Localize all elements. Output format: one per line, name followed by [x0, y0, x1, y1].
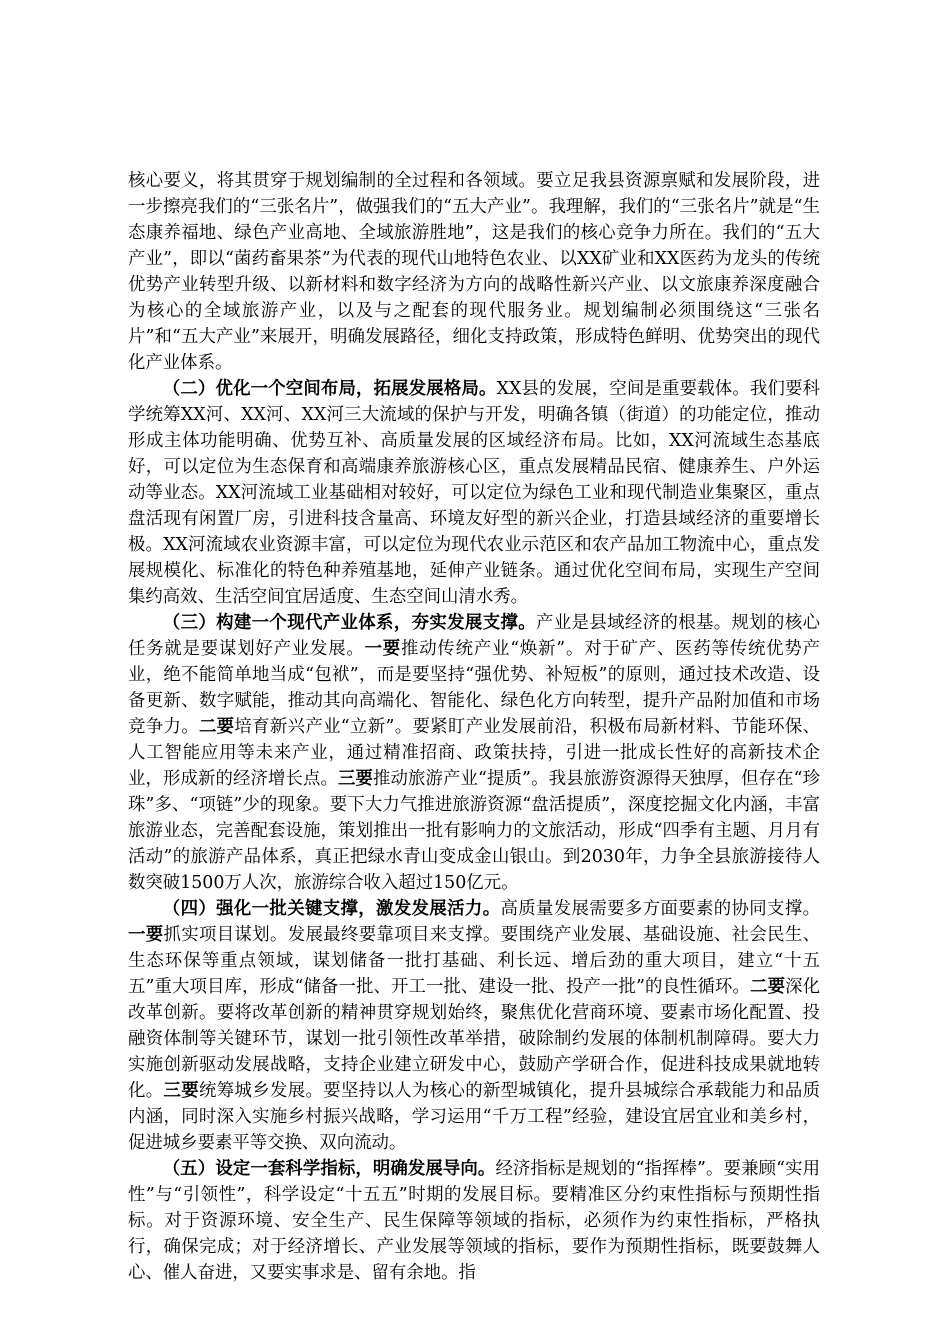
text-run: 核心要义，将其贯穿于规划编制的全过程和各领域。要立足我县资源禀赋和发展阶段，进一步擦亮我们的“三张名片”，做强我们的“五大产业”。我理解，我们的“三张名片”就是“生态康养福地、绿色产业高地、全域旅游胜地”，这是我们的核心竞争力所在。我们的“五大产业”，即以“菌药畜果茶”为代表的现代山地特色农业、以XX矿业和XX医药为龙头的传统优势产业转型升级、以新材料和数字经济为方向的战略性新兴产业、以文旅康养深度融合为核心的全域旅游产业，以及与之配套的现代服务业。规划编制必须围绕这“三张名片”和“五大产业”来展开，明确发展路径，细化支持政策，形成特色鲜明、优势突出的现代化产业体系。: [128, 171, 820, 373]
bold-text-run: （五）设定一套科学指标，明确发展导向。: [162, 1159, 496, 1179]
text-run: 经济指标是规划的“指挥棒”。要兼顾“实用性”与“引领性”，科学设定“十五五”时期的发展目标。要精准区分约束性指标与预期性指标。对于资源环境、安全生产、民生保障等领域的指标，必须作为约束性指标，严格执行，确保完成；对于经济增长、产业发展等领域的指标，要作为预期性指标，既要鼓舞人心、催人奋进，又要实事求是、留有余地。指: [128, 1159, 820, 1283]
bold-text-run: （二）优化一个空间布局，拓展发展格局。: [162, 379, 497, 399]
text-run: 推动旅游产业“提质”。我县旅游资源得天独厚，但存在“珍珠”多、“项链”少的现象。要下大力气推进旅游资源“盘活提质”，深度挖掘文化内涵，丰富旅游业态，完善配套设施，策划推出一批有影响力的文旅活动，形成“四季有主题、月月有活动”的旅游产品体系，真正把绿水青山变成金山银山。到2030年，力争全县旅游接待人数突破1500万人次，旅游综合收入超过150亿元。: [128, 769, 820, 893]
bold-text-run: 一要: [364, 639, 401, 659]
text-run: 统筹城乡发展。要坚持以人为核心的新型城镇化，提升县城综合承载能力和品质内涵，同时深入实施乡村振兴战略，学习运用“千万工程”经验，建设宜居宜业和美乡村，促进城乡要素平等交换、双向流动。: [128, 1081, 820, 1153]
paragraph-industrial-system: [128, 610, 820, 896]
text-run: 推动传统产业“焕新”。对于矿产、医药等传统优势产业，绝不能简单地当成“包袱”，而是要坚持“强优势、补短板”的原则，通过技术改造、设备更新、数字赋能，推动其向高端化、智能化、绿色化方向转型，提升产品附加值和市场竞争力。: [128, 639, 820, 737]
bold-text-run: 一要: [128, 925, 164, 945]
text-run: XX县的发展，空间是重要载体。我们要科学统筹XX河、XX河、XX河三大流域的保护与开发，明确各镇（街道）的功能定位，推动形成主体功能明确、优势互补、高质量发展的区域经济布局。比如，XX河流域生态基底好，可以定位为生态保育和高端康养旅游核心区，重点发展精品民宿、健康养生、户外运动等业态。XX河流域工业基础相对较好，可以定位为绿色工业和现代制造业集聚区，重点盘活现有闲置厂房，引进科技含量高、环境友好型的新兴企业，打造县域经济的重要增长极。XX河流域农业资源丰富，可以定位为现代农业示范区和农产品加工物流中心，重点发展规模化、标准化的特色种养殖基地，延伸产业链条。通过优化空间布局，实现生产空间集约高效、生活空间宜居适度、生态空间山清水秀。: [128, 379, 820, 607]
paragraph-intro: [128, 168, 820, 376]
text-run: 抓实项目谋划。发展最终要靠项目来支撑。要围绕产业发展、基础设施、社会民生、生态环保等重点领域，谋划储备一批打基础、利长远、增后劲的重大项目，建立“十五五”重大项目库，形成“储备一批、开工一批、建设一批、投产一批”的良性循环。: [128, 925, 820, 997]
text-run: 深化改革创新。要将改革创新的精神贯穿规划始终，聚焦优化营商环境、要素市场化配置、投融资体制等关键环节，谋划一批引领性改革举措，破除制约发展的体制机制障碍。要大力实施创新驱动发展战略，支持企业建立研发中心，鼓励产学研合作，促进科技成果就地转化。: [128, 977, 820, 1101]
bold-text-run: 三要: [163, 1081, 200, 1101]
bold-text-run: （四）强化一批关键支撑，激发发展活力。: [162, 899, 501, 919]
paragraph-spatial-layout: [128, 376, 820, 610]
text-run: 产业是县域经济的根基。规划的核心任务就是要谋划好产业发展。: [128, 613, 820, 659]
document-body: [128, 168, 820, 1286]
bold-text-run: 三要: [338, 769, 374, 789]
paragraph-scientific-indicators: [128, 1156, 820, 1286]
bold-text-run: 二要: [198, 717, 235, 737]
bold-text-run: （三）构建一个现代产业体系，夯实发展支撑。: [162, 613, 537, 633]
text-run: 高质量发展需要多方面要素的协同支撑。: [500, 899, 820, 919]
text-run: 培育新兴产业“立新”。要紧盯产业发展前沿，积极布局新材料、节能环保、人工智能应用等未来产业，通过精准招商、政策扶持，引进一批成长性好的高新技术企业，形成新的经济增长点。: [128, 717, 820, 789]
paragraph-key-support: [128, 896, 820, 1156]
bold-text-run: 二要: [750, 977, 786, 997]
